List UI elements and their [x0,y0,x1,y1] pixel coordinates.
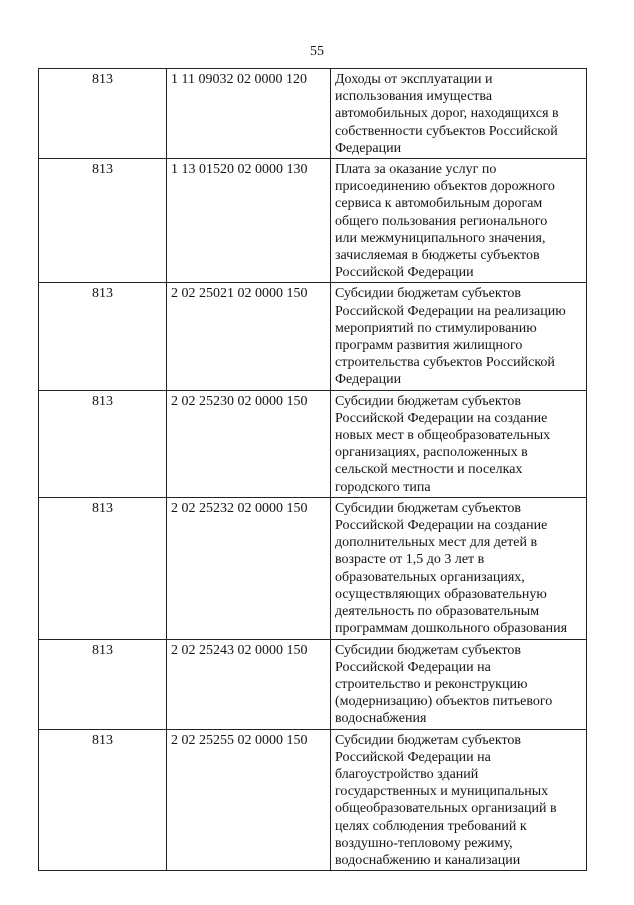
revenue-name-line: или межмуниципального значения, [335,230,546,246]
revenue-name-line: Российской Федерации на реализацию [335,303,566,319]
revenue-name-line: Плата за оказание услуг по [335,162,497,178]
budget-classification-code-cell: 2 02 25232 02 0000 150 [167,497,331,639]
budget-classification-code-cell: 2 02 25021 02 0000 150 [167,283,331,390]
budget-classification-code-cell: 2 02 25255 02 0000 150 [167,729,331,871]
revenue-name-line: программам дошкольного образования [335,621,568,637]
table-row [39,159,587,283]
admin-code-cell: 813 [39,729,167,871]
revenue-name-line: сельской местности и поселках [335,462,523,478]
revenue-name-line: зачисляемая в бюджеты субъектов [335,248,540,264]
budget-code-table [38,68,587,871]
revenue-name-line: Субсидии бюджетам субъектов [335,393,522,409]
revenue-name-line: программ развития жилищного [335,338,523,354]
budget-classification-code-cell: 1 13 01520 02 0000 130 [167,159,331,283]
revenue-name-line: Субсидии бюджетам субъектов [335,732,522,748]
admin-code-cell: 813 [39,639,167,729]
budget-classification-code-cell: 2 02 25230 02 0000 150 [167,390,331,497]
revenue-name-line: строительства субъектов Российской [335,355,555,371]
revenue-name-line: городского типа [335,479,431,495]
table-row [39,639,587,729]
revenue-name-line: водоснабжению и канализации [335,852,521,868]
revenue-name-line: Российской Федерации [335,265,474,281]
revenue-name-line: благоустройство зданий [335,766,479,782]
revenue-name-line: возрасте от 1,5 до 3 лет в [335,552,485,568]
table-row [39,283,587,390]
revenue-name-line: Российской Федерации на создание [335,518,548,534]
table-row [39,729,587,871]
revenue-name-line: общеобразовательных организаций в [335,801,557,817]
revenue-name-line: строительство и реконструкцию [335,676,528,692]
revenue-name-line: целях соблюдения требований к [335,818,527,834]
revenue-name-line: Субсидии бюджетам субъектов [335,642,522,658]
revenue-name-cell [331,69,587,159]
revenue-name-line: автомобильных дорог, находящихся в [335,106,559,122]
revenue-name-line: новых мест в общеобразовательных [335,428,551,444]
revenue-name-line: (модернизацию) объектов питьевого [335,694,553,710]
revenue-name-line: общего пользования регионального [335,213,548,229]
table-row [39,390,587,497]
revenue-name-cell [331,159,587,283]
revenue-name-line: Российской Федерации на [335,659,491,675]
revenue-name-line: собственности субъектов Российской [335,123,558,139]
admin-code-cell: 813 [39,69,167,159]
revenue-name-line: Российской Федерации на [335,749,491,765]
admin-code-cell: 813 [39,390,167,497]
revenue-name-line: Российской Федерации на создание [335,410,548,426]
revenue-name-line: Субсидии бюджетам субъектов [335,500,522,516]
revenue-name-line: воздушно-тепловому режиму, [335,835,513,851]
table-body [39,69,587,871]
admin-code-cell: 813 [39,159,167,283]
revenue-name-line: организациях, расположенных в [335,445,528,461]
admin-code-cell: 813 [39,283,167,390]
revenue-name-cell [331,390,587,497]
revenue-name-cell [331,729,587,871]
table-row [39,69,587,159]
revenue-name-line: образовательных организациях, [335,569,525,585]
revenue-name-line: дополнительных мест для детей в [335,535,538,551]
revenue-name-line: Федерации [335,372,402,388]
revenue-name-cell [331,283,587,390]
revenue-name-line: водоснабжения [335,711,427,727]
budget-classification-code-cell: 1 11 09032 02 0000 120 [167,69,331,159]
revenue-name-line: мероприятий по стимулированию [335,320,537,336]
admin-code-cell: 813 [39,497,167,639]
revenue-name-cell [331,497,587,639]
revenue-name-line: государственных и муниципальных [335,784,549,800]
budget-classification-code-cell: 2 02 25243 02 0000 150 [167,639,331,729]
revenue-name-line: Федерации [335,140,402,156]
revenue-name-line: Доходы от эксплуатации и [335,72,493,87]
revenue-name-line: использования имущества [335,89,493,105]
revenue-name-cell [331,639,587,729]
revenue-name-line: деятельность по образовательным [335,604,540,620]
table-row [39,497,587,639]
page-number: 55 [310,44,324,59]
revenue-name-line: Субсидии бюджетам субъектов [335,286,522,302]
revenue-name-line: сервиса к автомобильным дорогам [335,196,543,212]
revenue-name-line: осуществляющих образовательную [335,586,547,602]
revenue-name-line: присоединению объектов дорожного [335,179,555,195]
